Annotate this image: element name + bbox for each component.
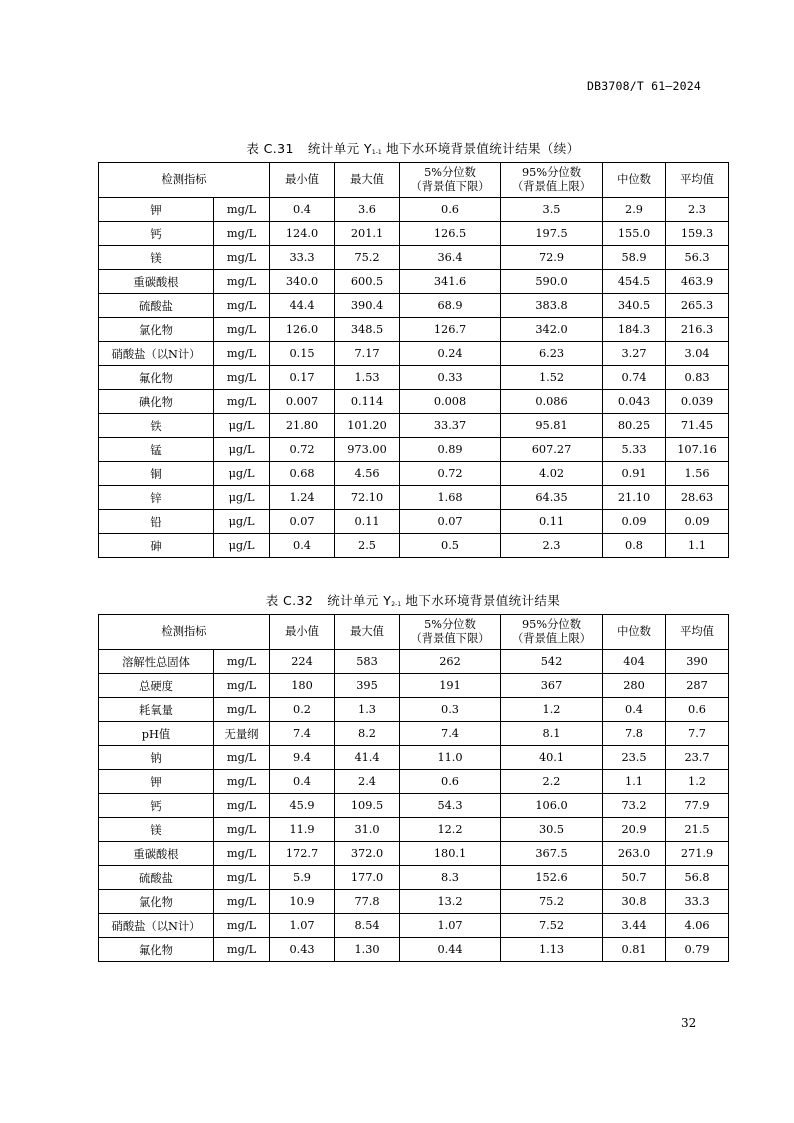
- p5-cell: 0.6: [400, 198, 501, 222]
- mean-cell: 390: [666, 650, 729, 674]
- median-cell: 21.10: [603, 486, 666, 510]
- median-cell: 0.4: [603, 698, 666, 722]
- max-cell: 1.3: [335, 698, 400, 722]
- document-code: DB3708/T 61—2024: [587, 79, 701, 93]
- median-cell: 184.3: [603, 318, 666, 342]
- median-cell: 454.5: [603, 270, 666, 294]
- min-cell: 0.4: [270, 770, 335, 794]
- max-cell: 3.6: [335, 198, 400, 222]
- indicator-cell: 硫酸盐: [99, 866, 214, 890]
- table-row: [99, 270, 729, 294]
- median-cell: 7.8: [603, 722, 666, 746]
- unit-cell: mg/L: [214, 318, 270, 342]
- indicator-cell: 硫酸盐: [99, 294, 214, 318]
- min-cell: 5.9: [270, 866, 335, 890]
- p95-cell: 8.1: [501, 722, 603, 746]
- header-p95: [501, 163, 603, 198]
- p5-cell: 11.0: [400, 746, 501, 770]
- p5-cell: 0.72: [400, 462, 501, 486]
- mean-cell: 33.3: [666, 890, 729, 914]
- p5-cell: 191: [400, 674, 501, 698]
- table-title-prefix: 统计单元 Y: [327, 593, 392, 608]
- unit-cell: mg/L: [214, 674, 270, 698]
- max-cell: 2.4: [335, 770, 400, 794]
- min-cell: 124.0: [270, 222, 335, 246]
- unit-cell: μg/L: [214, 414, 270, 438]
- p95-cell: 0.086: [501, 390, 603, 414]
- table-row: [99, 866, 729, 890]
- unit-cell: mg/L: [214, 866, 270, 890]
- max-cell: 109.5: [335, 794, 400, 818]
- table-title-prefix: 统计单元 Y: [307, 141, 372, 156]
- median-cell: 280: [603, 674, 666, 698]
- min-cell: 21.80: [270, 414, 335, 438]
- unit-cell: μg/L: [214, 534, 270, 558]
- p5-cell: 13.2: [400, 890, 501, 914]
- header-p5-line2: （背景值下限）: [410, 180, 490, 193]
- header-max: 最大值: [335, 163, 400, 198]
- max-cell: 4.56: [335, 462, 400, 486]
- indicator-cell: 硝酸盐（以N计）: [99, 914, 214, 938]
- min-cell: 172.7: [270, 842, 335, 866]
- p5-cell: 1.07: [400, 914, 501, 938]
- mean-cell: 0.79: [666, 938, 729, 962]
- table-row: [99, 890, 729, 914]
- median-cell: 30.8: [603, 890, 666, 914]
- header-mean: 平均值: [666, 163, 729, 198]
- mean-cell: 463.9: [666, 270, 729, 294]
- unit-cell: mg/L: [214, 770, 270, 794]
- header-mean: 平均值: [666, 615, 729, 650]
- mean-cell: 159.3: [666, 222, 729, 246]
- max-cell: 8.54: [335, 914, 400, 938]
- max-cell: 75.2: [335, 246, 400, 270]
- median-cell: 80.25: [603, 414, 666, 438]
- table-row: [99, 510, 729, 534]
- min-cell: 0.43: [270, 938, 335, 962]
- min-cell: 0.4: [270, 198, 335, 222]
- p95-cell: 7.52: [501, 914, 603, 938]
- unit-cell: mg/L: [214, 818, 270, 842]
- median-cell: 23.5: [603, 746, 666, 770]
- p5-cell: 180.1: [400, 842, 501, 866]
- mean-cell: 56.3: [666, 246, 729, 270]
- statistics-table-c32: [98, 614, 729, 962]
- max-cell: 0.114: [335, 390, 400, 414]
- indicator-cell: 氟化物: [99, 938, 214, 962]
- unit-cell: mg/L: [214, 366, 270, 390]
- p95-cell: 1.52: [501, 366, 603, 390]
- mean-cell: 4.06: [666, 914, 729, 938]
- unit-cell: μg/L: [214, 462, 270, 486]
- mean-cell: 265.3: [666, 294, 729, 318]
- indicator-cell: 总硬度: [99, 674, 214, 698]
- mean-cell: 287: [666, 674, 729, 698]
- min-cell: 126.0: [270, 318, 335, 342]
- mean-cell: 1.2: [666, 770, 729, 794]
- table-row: [99, 770, 729, 794]
- unit-cell: mg/L: [214, 294, 270, 318]
- p95-cell: 4.02: [501, 462, 603, 486]
- unit-cell: mg/L: [214, 794, 270, 818]
- indicator-cell: 氯化物: [99, 890, 214, 914]
- indicator-cell: 钙: [99, 794, 214, 818]
- indicator-cell: 镁: [99, 246, 214, 270]
- table-row: [99, 462, 729, 486]
- mean-cell: 216.3: [666, 318, 729, 342]
- min-cell: 45.9: [270, 794, 335, 818]
- max-cell: 31.0: [335, 818, 400, 842]
- table-caption-c32: [98, 591, 728, 609]
- min-cell: 0.72: [270, 438, 335, 462]
- p95-cell: 0.11: [501, 510, 603, 534]
- unit-cell: mg/L: [214, 938, 270, 962]
- max-cell: 973.00: [335, 438, 400, 462]
- table-row: [99, 438, 729, 462]
- indicator-cell: 硝酸盐（以N计）: [99, 342, 214, 366]
- indicator-cell: pH值: [99, 722, 214, 746]
- median-cell: 20.9: [603, 818, 666, 842]
- header-p95: [501, 615, 603, 650]
- p5-cell: 8.3: [400, 866, 501, 890]
- mean-cell: 1.56: [666, 462, 729, 486]
- unit-subscript: 1-1: [371, 149, 382, 156]
- p95-cell: 95.81: [501, 414, 603, 438]
- indicator-cell: 铜: [99, 462, 214, 486]
- table-row: [99, 794, 729, 818]
- p95-cell: 1.13: [501, 938, 603, 962]
- min-cell: 0.4: [270, 534, 335, 558]
- table-row: [99, 222, 729, 246]
- unit-cell: mg/L: [214, 698, 270, 722]
- p95-cell: 3.5: [501, 198, 603, 222]
- max-cell: 201.1: [335, 222, 400, 246]
- indicator-cell: 耗氧量: [99, 698, 214, 722]
- unit-cell: μg/L: [214, 486, 270, 510]
- table-row: [99, 746, 729, 770]
- p5-cell: 0.89: [400, 438, 501, 462]
- min-cell: 1.07: [270, 914, 335, 938]
- statistics-table-c31: [98, 162, 729, 558]
- max-cell: 8.2: [335, 722, 400, 746]
- p95-cell: 197.5: [501, 222, 603, 246]
- indicator-cell: 钾: [99, 770, 214, 794]
- mean-cell: 0.83: [666, 366, 729, 390]
- unit-cell: mg/L: [214, 342, 270, 366]
- min-cell: 224: [270, 650, 335, 674]
- p5-cell: 68.9: [400, 294, 501, 318]
- table-row: [99, 938, 729, 962]
- p5-cell: 0.6: [400, 770, 501, 794]
- header-p5-line1: 5%分位数: [424, 166, 476, 179]
- p95-cell: 590.0: [501, 270, 603, 294]
- indicator-cell: 钠: [99, 746, 214, 770]
- median-cell: 50.7: [603, 866, 666, 890]
- min-cell: 10.9: [270, 890, 335, 914]
- min-cell: 0.2: [270, 698, 335, 722]
- header-max: 最大值: [335, 615, 400, 650]
- p95-cell: 106.0: [501, 794, 603, 818]
- p5-cell: 0.3: [400, 698, 501, 722]
- min-cell: 0.68: [270, 462, 335, 486]
- p95-cell: 2.3: [501, 534, 603, 558]
- unit-cell: μg/L: [214, 438, 270, 462]
- p95-cell: 152.6: [501, 866, 603, 890]
- table-row: [99, 486, 729, 510]
- table-row: [99, 722, 729, 746]
- min-cell: 180: [270, 674, 335, 698]
- p95-cell: 383.8: [501, 294, 603, 318]
- max-cell: 390.4: [335, 294, 400, 318]
- table-row: [99, 342, 729, 366]
- p95-cell: 64.35: [501, 486, 603, 510]
- mean-cell: 0.039: [666, 390, 729, 414]
- mean-cell: 23.7: [666, 746, 729, 770]
- max-cell: 1.53: [335, 366, 400, 390]
- max-cell: 1.30: [335, 938, 400, 962]
- min-cell: 7.4: [270, 722, 335, 746]
- unit-cell: mg/L: [214, 746, 270, 770]
- median-cell: 58.9: [603, 246, 666, 270]
- mean-cell: 56.8: [666, 866, 729, 890]
- header-p5-line1: 5%分位数: [424, 618, 476, 631]
- min-cell: 340.0: [270, 270, 335, 294]
- header-p5: [400, 163, 501, 198]
- max-cell: 372.0: [335, 842, 400, 866]
- max-cell: 395: [335, 674, 400, 698]
- indicator-cell: 锰: [99, 438, 214, 462]
- indicator-cell: 钾: [99, 198, 214, 222]
- indicator-cell: 氯化物: [99, 318, 214, 342]
- max-cell: 348.5: [335, 318, 400, 342]
- max-cell: 583: [335, 650, 400, 674]
- mean-cell: 0.09: [666, 510, 729, 534]
- table-row: [99, 390, 729, 414]
- indicator-cell: 钙: [99, 222, 214, 246]
- indicator-cell: 重碳酸根: [99, 270, 214, 294]
- unit-cell: mg/L: [214, 842, 270, 866]
- min-cell: 0.07: [270, 510, 335, 534]
- unit-cell: mg/L: [214, 890, 270, 914]
- unit-cell: mg/L: [214, 650, 270, 674]
- indicator-cell: 锌: [99, 486, 214, 510]
- median-cell: 1.1: [603, 770, 666, 794]
- table-header-row: [99, 615, 729, 650]
- header-p95-line1: 95%分位数: [522, 166, 582, 179]
- table-number: 表 C.31: [246, 141, 294, 156]
- p5-cell: 33.37: [400, 414, 501, 438]
- table-row: [99, 914, 729, 938]
- unit-cell: mg/L: [214, 914, 270, 938]
- table-row: [99, 698, 729, 722]
- min-cell: 44.4: [270, 294, 335, 318]
- p95-cell: 30.5: [501, 818, 603, 842]
- p5-cell: 126.7: [400, 318, 501, 342]
- table-row: [99, 534, 729, 558]
- indicator-cell: 碘化物: [99, 390, 214, 414]
- min-cell: 0.15: [270, 342, 335, 366]
- table-row: [99, 818, 729, 842]
- max-cell: 41.4: [335, 746, 400, 770]
- mean-cell: 77.9: [666, 794, 729, 818]
- mean-cell: 71.45: [666, 414, 729, 438]
- min-cell: 33.3: [270, 246, 335, 270]
- header-p5-line2: （背景值下限）: [410, 632, 490, 645]
- p5-cell: 0.07: [400, 510, 501, 534]
- header-p5: [400, 615, 501, 650]
- min-cell: 11.9: [270, 818, 335, 842]
- p5-cell: 54.3: [400, 794, 501, 818]
- unit-cell: mg/L: [214, 222, 270, 246]
- median-cell: 3.44: [603, 914, 666, 938]
- p95-cell: 6.23: [501, 342, 603, 366]
- table-row: [99, 366, 729, 390]
- min-cell: 0.007: [270, 390, 335, 414]
- median-cell: 5.33: [603, 438, 666, 462]
- unit-cell: μg/L: [214, 510, 270, 534]
- table-header-row: [99, 163, 729, 198]
- p95-cell: 367: [501, 674, 603, 698]
- median-cell: 340.5: [603, 294, 666, 318]
- mean-cell: 3.04: [666, 342, 729, 366]
- header-min: 最小值: [270, 615, 335, 650]
- min-cell: 1.24: [270, 486, 335, 510]
- unit-cell: mg/L: [214, 270, 270, 294]
- p5-cell: 0.008: [400, 390, 501, 414]
- indicator-cell: 铅: [99, 510, 214, 534]
- mean-cell: 271.9: [666, 842, 729, 866]
- max-cell: 0.11: [335, 510, 400, 534]
- indicator-cell: 溶解性总固体: [99, 650, 214, 674]
- median-cell: 0.81: [603, 938, 666, 962]
- table-title-suffix: 地下水环境背景值统计结果（续）: [381, 141, 580, 156]
- table-row: [99, 842, 729, 866]
- p5-cell: 12.2: [400, 818, 501, 842]
- max-cell: 77.8: [335, 890, 400, 914]
- indicator-cell: 铁: [99, 414, 214, 438]
- table-title-suffix: 地下水环境背景值统计结果: [401, 593, 561, 608]
- indicator-cell: 氟化物: [99, 366, 214, 390]
- median-cell: 0.74: [603, 366, 666, 390]
- indicator-cell: 砷: [99, 534, 214, 558]
- mean-cell: 0.6: [666, 698, 729, 722]
- header-p95-line1: 95%分位数: [522, 618, 582, 631]
- p95-cell: 2.2: [501, 770, 603, 794]
- table-row: [99, 674, 729, 698]
- max-cell: 7.17: [335, 342, 400, 366]
- p5-cell: 0.44: [400, 938, 501, 962]
- p5-cell: 7.4: [400, 722, 501, 746]
- p5-cell: 341.6: [400, 270, 501, 294]
- median-cell: 73.2: [603, 794, 666, 818]
- header-p95-line2: （背景值上限）: [511, 180, 592, 193]
- p95-cell: 1.2: [501, 698, 603, 722]
- p95-cell: 607.27: [501, 438, 603, 462]
- table-caption-c31: [98, 139, 728, 157]
- p5-cell: 0.5: [400, 534, 501, 558]
- median-cell: 0.8: [603, 534, 666, 558]
- header-min: 最小值: [270, 163, 335, 198]
- median-cell: 404: [603, 650, 666, 674]
- table-row: [99, 198, 729, 222]
- median-cell: 3.27: [603, 342, 666, 366]
- unit-cell: mg/L: [214, 198, 270, 222]
- mean-cell: 28.63: [666, 486, 729, 510]
- header-median: 中位数: [603, 615, 666, 650]
- table-row: [99, 246, 729, 270]
- indicator-cell: 镁: [99, 818, 214, 842]
- mean-cell: 2.3: [666, 198, 729, 222]
- max-cell: 600.5: [335, 270, 400, 294]
- p95-cell: 72.9: [501, 246, 603, 270]
- unit-cell: mg/L: [214, 390, 270, 414]
- min-cell: 0.17: [270, 366, 335, 390]
- p5-cell: 36.4: [400, 246, 501, 270]
- mean-cell: 1.1: [666, 534, 729, 558]
- mean-cell: 21.5: [666, 818, 729, 842]
- unit-subscript: 2-1: [391, 601, 402, 608]
- mean-cell: 7.7: [666, 722, 729, 746]
- p95-cell: 75.2: [501, 890, 603, 914]
- p95-cell: 40.1: [501, 746, 603, 770]
- p5-cell: 0.33: [400, 366, 501, 390]
- min-cell: 9.4: [270, 746, 335, 770]
- median-cell: 0.043: [603, 390, 666, 414]
- unit-cell: mg/L: [214, 246, 270, 270]
- header-median: 中位数: [603, 163, 666, 198]
- median-cell: 155.0: [603, 222, 666, 246]
- indicator-cell: 重碳酸根: [99, 842, 214, 866]
- header-p95-line2: （背景值上限）: [511, 632, 592, 645]
- mean-cell: 107.16: [666, 438, 729, 462]
- header-indicator: 检测指标: [99, 615, 270, 650]
- median-cell: 263.0: [603, 842, 666, 866]
- table-number: 表 C.32: [265, 593, 314, 608]
- p5-cell: 126.5: [400, 222, 501, 246]
- median-cell: 0.09: [603, 510, 666, 534]
- max-cell: 72.10: [335, 486, 400, 510]
- page-number: 32: [681, 1016, 697, 1030]
- p95-cell: 542: [501, 650, 603, 674]
- p5-cell: 1.68: [400, 486, 501, 510]
- p5-cell: 0.24: [400, 342, 501, 366]
- median-cell: 0.91: [603, 462, 666, 486]
- table-row: [99, 414, 729, 438]
- p95-cell: 367.5: [501, 842, 603, 866]
- max-cell: 2.5: [335, 534, 400, 558]
- max-cell: 101.20: [335, 414, 400, 438]
- p5-cell: 262: [400, 650, 501, 674]
- table-row: [99, 318, 729, 342]
- p95-cell: 342.0: [501, 318, 603, 342]
- unit-cell: 无量纲: [214, 722, 270, 746]
- median-cell: 2.9: [603, 198, 666, 222]
- header-indicator: 检测指标: [99, 163, 270, 198]
- table-row: [99, 294, 729, 318]
- max-cell: 177.0: [335, 866, 400, 890]
- table-row: [99, 650, 729, 674]
